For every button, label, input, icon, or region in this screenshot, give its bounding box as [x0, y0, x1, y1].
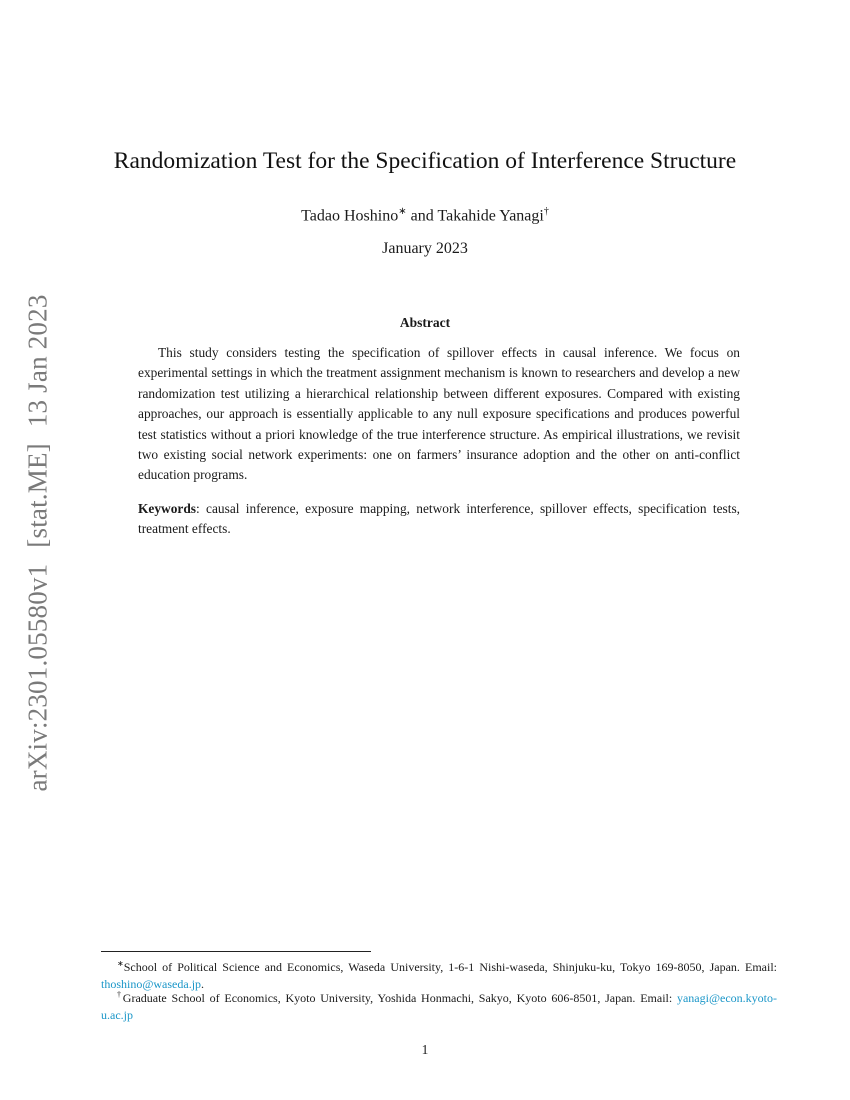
- footnote-mark[interactable]: ∗: [398, 206, 407, 217]
- arxiv-category: [stat.ME]: [22, 443, 53, 548]
- author-connector: and: [406, 207, 438, 225]
- arxiv-date: 13 Jan 2023: [22, 294, 53, 428]
- paper-title: Randomization Test for the Specification of Interference Structure: [113, 148, 737, 174]
- keywords-label: Keywords: [138, 501, 197, 516]
- footnote-mark: †: [117, 990, 123, 999]
- author-line: [0, 201, 850, 227]
- abstract-heading: Abstract: [399, 315, 451, 330]
- footnote-item: [101, 986, 777, 1024]
- paper-date: January 2023: [382, 240, 468, 257]
- author-name: Takahide Yanagi: [437, 207, 544, 225]
- footnote-tail: .: [201, 977, 205, 991]
- page-number: 1: [421, 1042, 429, 1057]
- footnote-text: Graduate School of Economics, Kyoto University, Yoshida Honmachi, Sakyo, Kyoto 606-8501, Japan. Email:: [122, 991, 677, 1005]
- footnote-mark: ∗: [117, 959, 124, 968]
- arxiv-id: arXiv:2301.05580v1: [22, 563, 53, 792]
- abstract-body: This study considers testing the specification of spillover effects in causal inference. We focus on experimental settings in which the treatment assignment mechanism is known to researchers and develop a new randomization test utilizing a hierarchical relationship between different exposures. Compared with existing approaches, our approach is essentially applicable to any null exposure specifications and produces powerful test statistics without a priori knowledge of the true interference structure. As empirical illustrations, we revisit two existing social network experiments: one on farmers’ insurance adoption and the other on anti-conflict education programs.: [138, 345, 740, 483]
- author-name: Tadao Hoshino: [301, 207, 399, 225]
- footnote-divider: [101, 951, 371, 952]
- keywords-paragraph: [138, 499, 740, 540]
- footnote-text: School of Political Science and Economics, Waseda University, 1-6-1 Nishi-waseda, Shinjuku-ku, Tokyo 169-8050, Japan. Email:: [123, 960, 777, 974]
- arxiv-sidebar-stamp: [23, 294, 54, 791]
- keywords-text: : causal inference, exposure mapping, network interference, spillover effects, specification tests, treatment effects.: [138, 501, 740, 537]
- footnote-mark[interactable]: †: [543, 206, 549, 217]
- email-link[interactable]: thoshino@waseda.jp: [101, 977, 202, 991]
- email-link[interactable]: yanagi@econ.kyoto-u.ac.jp: [101, 991, 778, 1022]
